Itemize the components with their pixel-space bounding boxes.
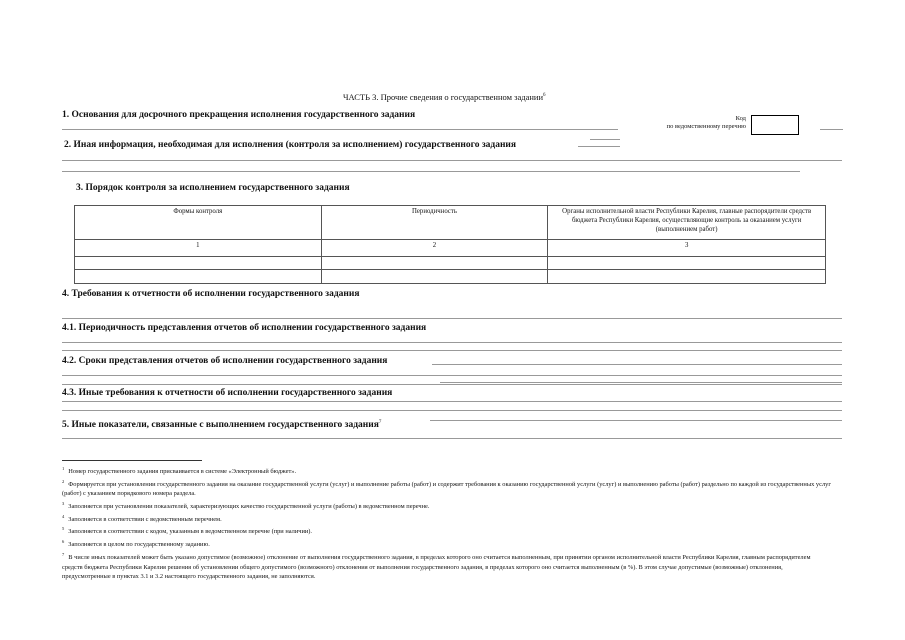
footnote: $^1$ Номер государственного задания присваивается в системе «Электронный бюджет».	[62, 466, 297, 476]
part-title-note: 6	[543, 93, 546, 99]
column-number: 1	[75, 240, 322, 257]
code-label-line1: Код	[735, 115, 746, 122]
section-1-fill-line-2	[590, 139, 620, 140]
section-1-fill-line	[62, 129, 618, 130]
header-periodicity: Периодичность	[321, 206, 548, 240]
section-5-heading	[62, 420, 381, 430]
section-4-1-fill-line-2	[62, 350, 842, 351]
section-5-tail-line	[430, 420, 842, 421]
footnote: $^7$ В числе иных показателей может быть указано допустимое (возможное) отклонение от выполнения государственного задания, в пределах которого оно считается выполненным, при принятии органом исполнительной власти Республики Карелия, главным распорядителем средств бюджета Республики Карелия решения об установлении общего допустимого (возможного) отклонения от выполнения государственного задания, в пределах которого оно считается выполненным (в %). В этом случае допустимые (возможные) отклонения, предусмотренные в пунктах 3.1 и 3.2 настоящего государственного задания, не заполняются.	[62, 551, 811, 581]
footnotes	[62, 464, 832, 582]
control-table-header-row	[75, 206, 826, 240]
section-4-3-fill-line-2	[62, 410, 842, 411]
control-table-number-row	[75, 240, 826, 257]
table-cell[interactable]	[75, 257, 322, 270]
section-1-heading: 1. Основания для досрочного прекращения исполнения государственного задания	[62, 110, 416, 120]
part-title	[343, 92, 546, 102]
section-4-2-fill-line-2	[62, 384, 842, 385]
footnote-separator	[62, 460, 202, 461]
code-label	[630, 115, 746, 131]
section-4-3-fill-line-1	[62, 401, 842, 402]
footnote: $^4$ Заполняется в соответствии с ведомственным перечнем.	[62, 513, 222, 523]
section-3-heading: 3. Порядок контроля за исполнением государственного задания	[76, 183, 350, 193]
section-4-2-heading: 4.2. Сроки представления отчетов об исполнении государственного задания	[62, 356, 388, 366]
table-cell[interactable]	[548, 257, 826, 270]
section-2-heading: 2. Иная информация, необходимая для исполнения (контроля за исполнением) государственного задания	[64, 140, 517, 150]
table-cell[interactable]	[321, 257, 548, 270]
section-5-note: 7	[378, 420, 382, 425]
column-number: 2	[321, 240, 548, 257]
footnote: $^6$ Заполняется в целом по государственному заданию.	[62, 539, 210, 549]
header-authorities: Органы исполнительной власти Республики Карелия, главные распорядители средств бюджета Республики Карелия, осуществляющие контроль за оказанием услуги (выполнением работ)	[548, 206, 826, 240]
section-2-fill-line-1	[62, 160, 842, 161]
control-table	[74, 205, 826, 284]
code-label-line2: по ведомственному перечню	[666, 123, 746, 130]
section-4-3-heading: 4.3. Иные требования к отчетности об исполнении государственного задания	[62, 388, 393, 398]
section-2-fill-line-2	[62, 171, 800, 172]
section-4-heading: 4. Требования к отчетности об исполнении государственного задания	[62, 289, 360, 299]
header-forms: Формы контроля	[75, 206, 322, 240]
section-4-3-tail-line	[440, 382, 842, 383]
table-row	[75, 257, 826, 270]
table-cell[interactable]	[548, 270, 826, 284]
section-5-text: 5. Иные показатели, связанные с выполнением государственного задания	[62, 420, 379, 431]
footnote: $^2$ Формируется при установлении государственного задания на оказание государственной услуги (услуг) и выполнение работы (работ) и содержит требования к оказанию государственной услуги (услуг) и выполнению работы (работ) раздельно по каждой из государственных услуг (работ) с указанием порядкового номера раздела.	[62, 478, 831, 498]
section-4-2-fill-line-1	[62, 375, 842, 376]
section-4-1-fill-line-1	[62, 342, 842, 343]
section-4-fill-line	[62, 318, 842, 319]
footnote: $^3$ Заполняется при установлении показателей, характеризующих качество государственной услуги (работы) в ведомственном перечне.	[62, 501, 430, 511]
table-row	[75, 270, 826, 284]
section-4-1-heading: 4.1. Периодичность представления отчетов об исполнении государственного задания	[62, 323, 427, 333]
section-5-fill-line	[62, 438, 842, 439]
table-cell[interactable]	[75, 270, 322, 284]
code-input-box[interactable]	[751, 115, 799, 135]
section-2-tail-line	[578, 146, 620, 147]
code-side-line	[820, 129, 843, 130]
table-cell[interactable]	[321, 270, 548, 284]
section-4-2-tail-line	[432, 364, 842, 365]
footnote: $^5$ Заполняется в соответствии с кодом, указанным в ведомственном перечне (при наличии).	[62, 526, 313, 536]
column-number: 3	[548, 240, 826, 257]
part-title-text: ЧАСТЬ 3. Прочие сведения о государственном задании	[343, 92, 543, 102]
